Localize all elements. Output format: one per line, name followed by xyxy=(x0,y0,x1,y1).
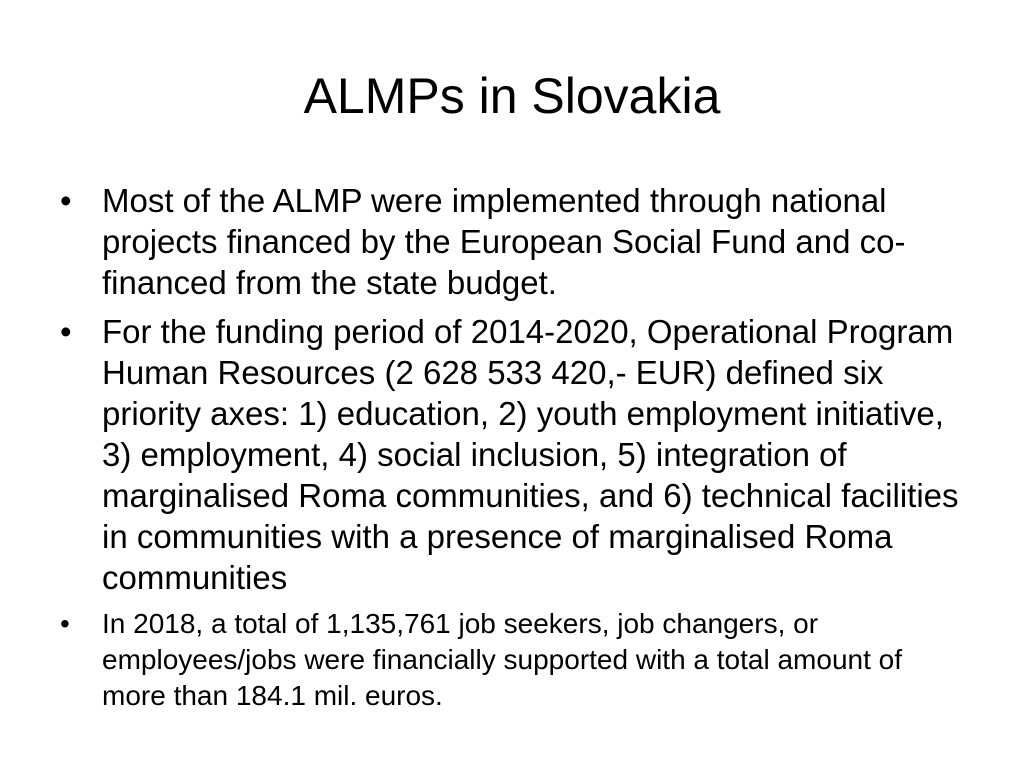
bullet-text: For the funding period of 2014-2020, Operational Program Human Resources (2 628 533 420,- EUR) defined six priority axes: 1) education, 2) youth employment initiative, 3) employment, 4) social inclusion, 5) integration of marginalised Roma communities, and 6) technical facilities in communities with a presence of marginalised Roma communities xyxy=(102,313,959,596)
bullet-item xyxy=(60,311,970,598)
bullet-marker: • xyxy=(60,313,72,350)
bullet-list xyxy=(60,180,970,722)
bullet-text: In 2018, a total of 1,135,761 job seekers, job changers, or employees/jobs were financially supported with a total amount of more than 184.1 mil. euros. xyxy=(102,608,902,711)
bullet-marker: • xyxy=(60,182,72,219)
slide-title: ALMPs in Slovakia xyxy=(303,68,721,124)
bullet-marker: • xyxy=(60,608,70,639)
bullet-text: Most of the ALMP were implemented through national projects financed by the European Social Fund and co-financed from the state budget. xyxy=(102,182,906,301)
bullet-item xyxy=(60,180,970,303)
bullet-item xyxy=(60,606,970,714)
